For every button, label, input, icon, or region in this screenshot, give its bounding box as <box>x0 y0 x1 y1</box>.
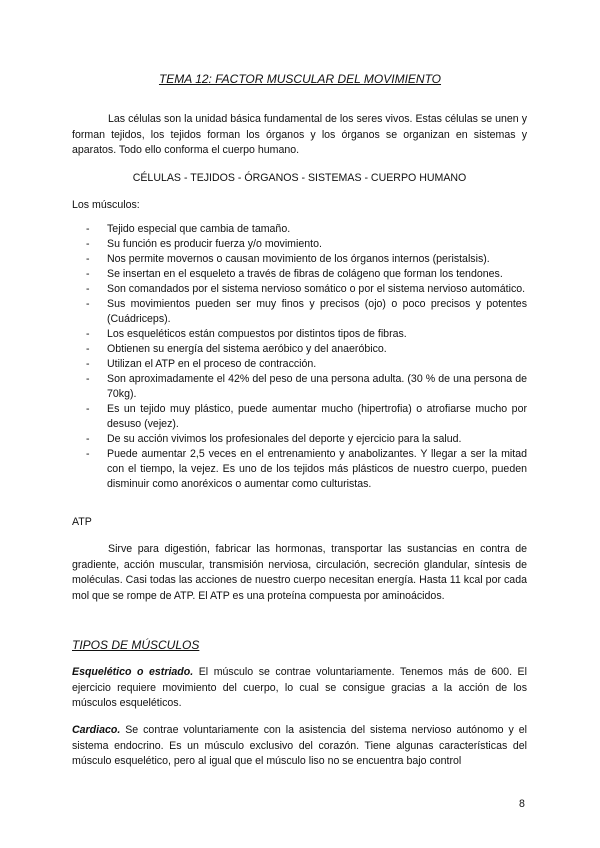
bullet-dash: - <box>86 343 90 355</box>
list-item: - Tejido especial que cambia de tamaño. <box>86 223 291 235</box>
atp-heading: ATP <box>72 516 92 528</box>
bullet-dash: - <box>86 238 90 250</box>
atp-paragraph: Sirve para digestión, fabricar las hormonas, transportar las sustancias en contra de gradiente, acción muscular, transmisión nerviosa, circulación, secreción glandular, síntesis de moléculas. Casi todas las acciones de nuestro cuerpo necesitan energía. Hasta 11 kcal por cada mol que se rompe de ATP. El ATP es una proteína compuesta por aminoácidos. <box>72 543 527 602</box>
page-title: TEMA 12: FACTOR MUSCULAR DEL MOVIMIENTO <box>158 72 442 86</box>
list-item: - Los esqueléticos están compuestos por distintos tipos de fibras. <box>86 328 407 340</box>
skeletal-text: El músculo se contrae voluntariamente. Tenemos más de 600. El ejercicio requiere movimiento del cuerpo, lo cual se consigue gracias a la acción de los músculos esqueléticos. <box>72 666 527 710</box>
bullet-dash: - <box>86 358 90 370</box>
bullet-dash: - <box>86 403 90 415</box>
bullet-dash: - <box>86 253 90 265</box>
bullet-dash: - <box>86 283 90 295</box>
list-item: - Son comandados por el sistema nervioso somático o por el sistema nervioso automático. <box>86 283 526 295</box>
bullet-dash: - <box>86 433 90 445</box>
list-item: - Nos permite movernos o causan movimiento de los órganos internos (peristalsis). <box>86 253 490 265</box>
list-item: - Se insertan en el esqueleto a través de fibras de colágeno que forman los tendones. <box>86 268 503 280</box>
cardiac-text: Se contrae voluntariamente con la asistencia del sistema nervioso autónomo y el sistema endocrino. Es un músculo exclusivo del corazón. Tiene algunas características del músculo esquelético, pero al igual que el músculo liso no se encuentra bajo control <box>72 724 527 768</box>
list-item: - Es un tejido muy plástico, puede aumentar mucho (hipertrofia) o atrofiarse mucho por desuso (vejez). <box>86 403 527 430</box>
skeletal-paragraph <box>72 665 527 712</box>
list-item: - De su acción vivimos los profesionales del deporte y ejercicio para la salud. <box>86 433 462 445</box>
muscle-points-list <box>72 222 527 492</box>
bullet-dash: - <box>86 328 90 340</box>
hierarchy-line: CÉLULAS - TEJIDOS - ÓRGANOS - SISTEMAS - CUERPO HUMANO <box>132 172 467 184</box>
bullet-dash: - <box>86 373 90 385</box>
bullet-dash: - <box>86 223 90 235</box>
types-heading: TIPOS DE MÚSCULOS <box>72 638 200 652</box>
bullet-dash: - <box>86 268 90 280</box>
skeletal-term: Esquelético o estriado. <box>72 666 194 678</box>
list-item: - Sus movimientos pueden ser muy finos y precisos (ojo) o poco precisos y potentes (Cuádriceps). <box>86 298 527 325</box>
list-item: - Su función es producir fuerza y/o movimiento. <box>86 238 322 250</box>
list-item: - Obtienen su energía del sistema aeróbico y del anaeróbico. <box>86 343 387 355</box>
list-item: - Puede aumentar 2,5 veces en el entrenamiento y anabolizantes. Y llegar a ser la mitad con el tiempo, la vejez. Es uno de los tejidos más plásticos de nuestro cuerpo, pueden disminuir como anoréxicos o aumentar como culturistas. <box>86 448 527 490</box>
cardiac-term: Cardiaco. <box>72 724 121 736</box>
cardiac-paragraph <box>72 723 527 770</box>
list-item: - Son aproximadamente el 42% del peso de una persona adulta. (30 % de una persona de 70kg). <box>86 373 527 400</box>
bullet-dash: - <box>86 298 90 310</box>
muscles-label: Los músculos: <box>72 199 140 211</box>
bullet-dash: - <box>86 448 90 460</box>
page-number: 8 <box>519 798 525 810</box>
list-item: - Utilizan el ATP en el proceso de contracción. <box>86 358 317 370</box>
intro-paragraph: Las células son la unidad básica fundamental de los seres vivos. Estas células se unen y forman tejidos, los tejidos forman los órganos y los órganos se organizan en sistemas y aparatos. Todo ello conforma el cuerpo humano. <box>72 113 527 157</box>
